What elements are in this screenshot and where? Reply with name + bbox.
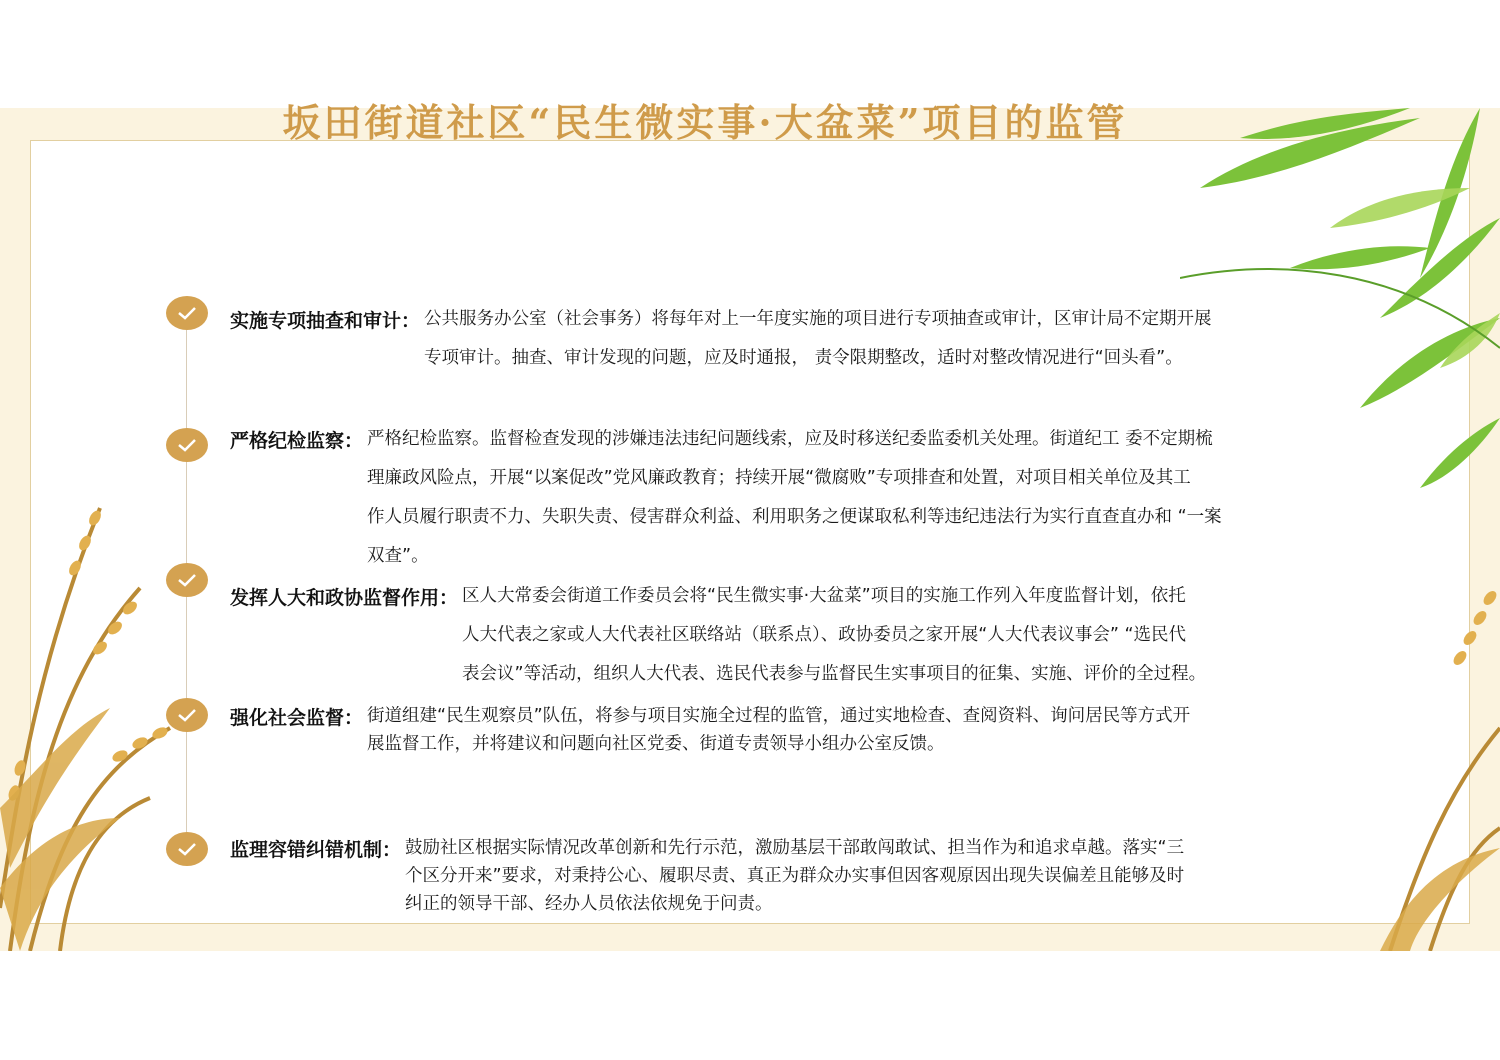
- item-separator: ：: [439, 587, 459, 609]
- item-label: 发挥人大和政协监督作用: [230, 587, 440, 609]
- list-item: [230, 583, 1206, 694]
- item-label: 监理容错纠错机制: [230, 839, 383, 861]
- item-line: 展监督工作，并将建议和问题向社区党委、街道专责领导小组办公室反馈。: [367, 734, 945, 754]
- item-label: 严格纪检监察: [230, 430, 345, 452]
- item-line: 公共服务办公室（社会事务）将每年对上一年度实施的项目进行专项抽查或审计，区审计局不定期开展: [424, 309, 1212, 329]
- item-line: 纠正的领导干部、经办人员依法依规免于问责。: [405, 894, 773, 914]
- item-line: 街道组建“民生观察员”队伍，将参与项目实施全过程的监管，通过实地检查、查阅资料、询问居民等方式开: [367, 706, 1191, 726]
- list-item: [230, 835, 1184, 918]
- list-item: [230, 703, 1190, 758]
- item-line: 个区分开来”要求，对秉持公心、履职尽责、真正为群众办实事但因客观原因出现失误偏差且能够及时: [405, 866, 1185, 886]
- item-description: [367, 702, 1190, 758]
- list-item: [230, 306, 1212, 378]
- item-line: 理廉政风险点，开展“以案促改”党风廉政教育；持续开展“微腐败”专项排查和处置，对项目相关单位及其工: [367, 468, 1191, 488]
- item-line: 鼓励社区根据实际情况改革创新和先行示范，激励基层干部敢闯敢试、担当作为和追求卓越。落实“三: [405, 838, 1185, 858]
- item-label: 实施专项抽查和审计: [230, 310, 402, 332]
- item-line: 表会议”等活动，组织人大代表、选民代表参与监督民生实事项目的征集、实施、评价的全过程。: [462, 664, 1207, 684]
- item-label: 强化社会监督: [230, 707, 345, 729]
- check-icon: [166, 428, 208, 462]
- item-description: [405, 834, 1184, 918]
- item-description: [424, 300, 1212, 378]
- item-line: 专项审计。抽查、审计发现的问题，应及时通报， 责令限期整改，适时对整改情况进行“回头看”。: [424, 348, 1183, 368]
- item-separator: ：: [344, 707, 364, 729]
- item-separator: ：: [382, 839, 402, 861]
- check-icon: [166, 563, 208, 597]
- item-line: 双查”。: [367, 546, 429, 566]
- page-title: 坂田街道社区“民生微实事·大盆菜”项目的监管: [282, 100, 1128, 145]
- item-separator: ：: [344, 430, 364, 452]
- check-icon: [166, 832, 208, 866]
- item-line: 人大代表之家或人大代表社区联络站（联系点）、政协委员之家开展“人大代表议事会” “选民代: [462, 625, 1187, 645]
- check-icon: [166, 698, 208, 732]
- item-line: 严格纪检监察。监督检查发现的涉嫌违法违纪问题线索，应及时移送纪委监委机关处理。街道纪工 委不定期梳: [367, 429, 1213, 449]
- item-separator: ：: [401, 310, 421, 332]
- check-icon: [166, 296, 208, 330]
- item-line: 区人大常委会街道工作委员会将“民生微实事·大盆菜”项目的实施工作列入年度监督计划，依托: [462, 586, 1186, 606]
- item-line: 作人员履行职责不力、失职失责、侵害群众利益、利用职务之便谋取私利等违纪违法行为实行直查直办和 “一案: [367, 507, 1222, 527]
- list-item: [230, 426, 1222, 576]
- item-description: [462, 577, 1206, 694]
- item-description: [367, 420, 1222, 576]
